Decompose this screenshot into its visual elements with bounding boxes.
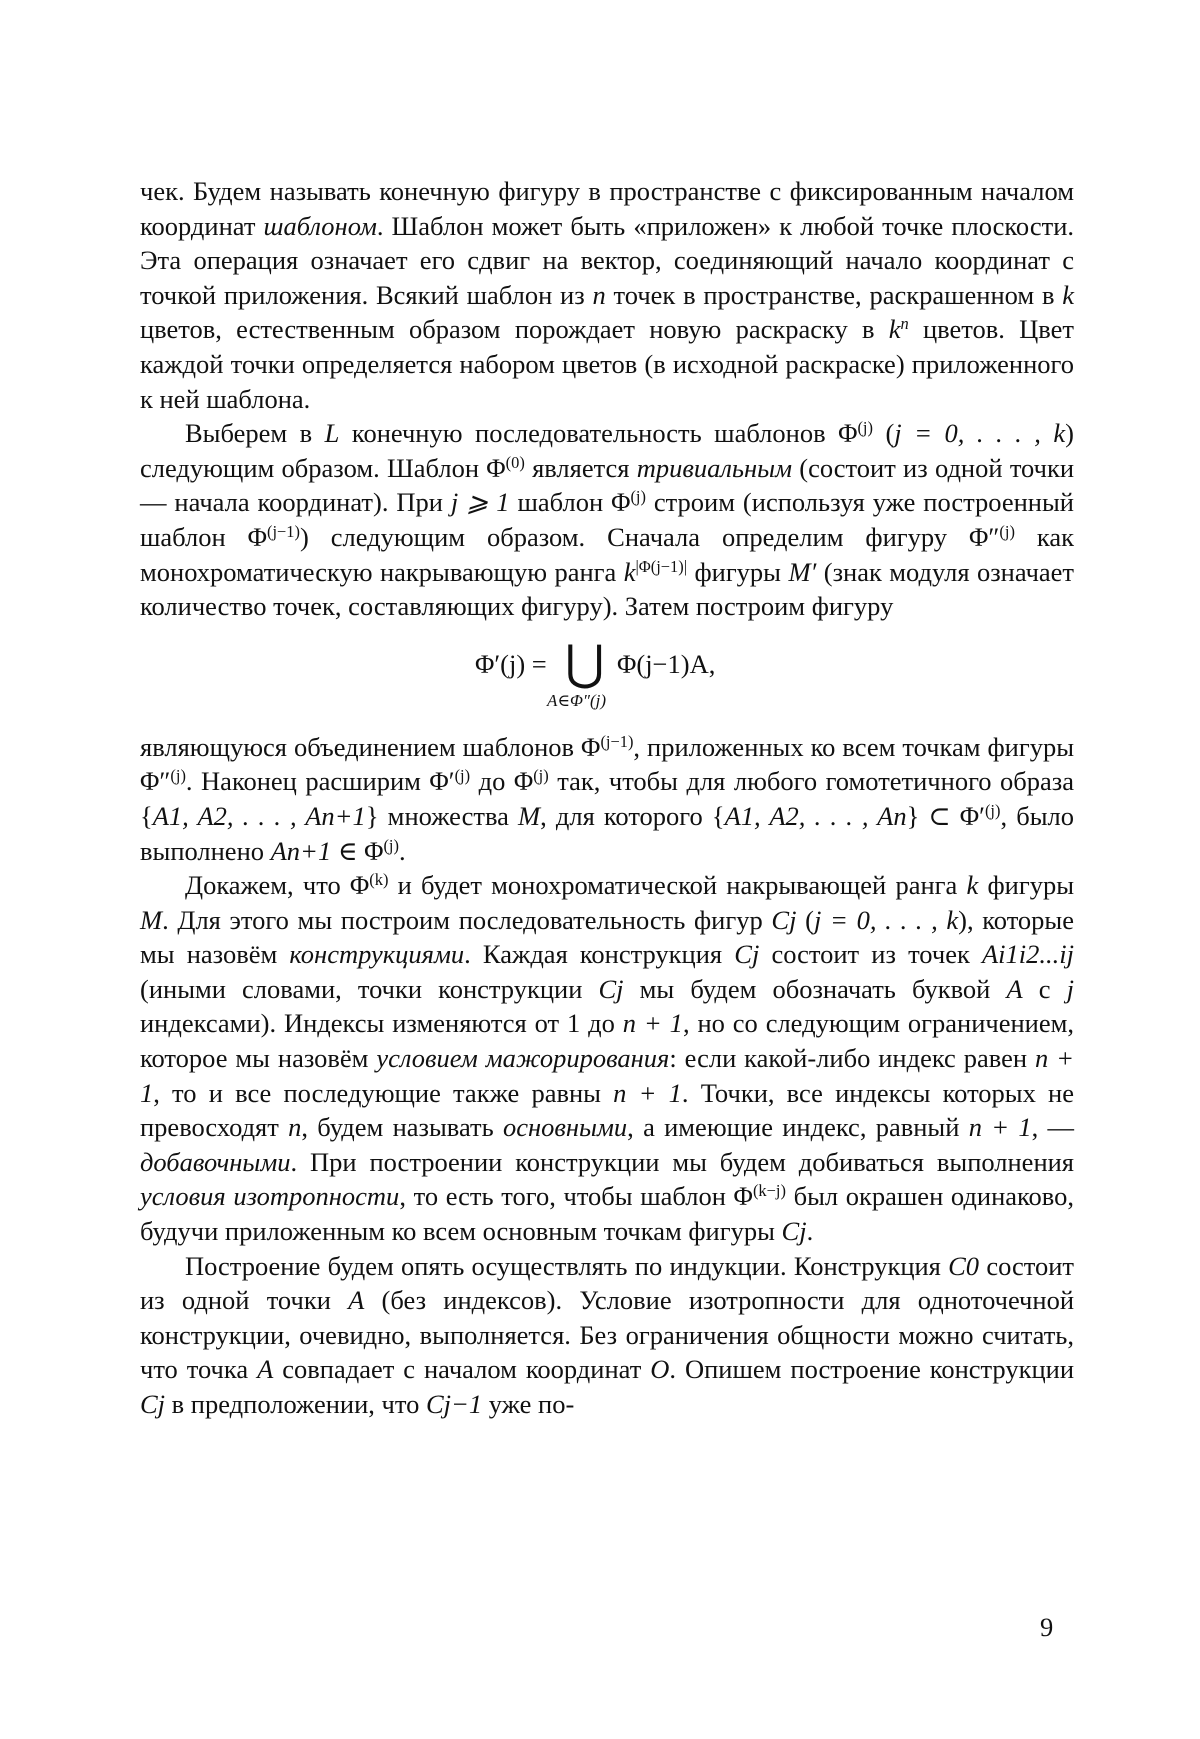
formula-lhs: Φ′(j) = [475,647,547,682]
paragraph-2: Выберем в L конечную последовательность шаблонов Φ(j) (j = 0, . . . , k) следующим образом. Шаблон Φ(0) является тривиальным (состоит из одной точки — начала координат). При j ⩾ 1 шаблон Φ(j) строим (используя уже построенный шаблон Φ(j−1)) следующим образом. Сначала определим фигуру Φ″(j) как монохроматическую накрывающую ранга k|Φ(j−1)| фигуры M′ (знак модуля означает количество точек, составляющих фигуру). Затем построим фигуру [140,416,1074,624]
paragraph-3: являющуюся объединением шаблонов Φ(j−1), приложенных ко всем точкам фигуры Φ″(j). Наконец расширим Φ′(j) до Φ(j) так, чтобы для любого гомотетичного образа {A1, A2, . . . , An+1} множества M, для которого {A1, A2, . . . , An} ⊂ Φ′(j), было выполнено An+1 ∈ Φ(j). [140,730,1074,868]
paragraph-1: чек. Будем называть конечную фигуру в пространстве с фиксированным началом координат шаблоном. Шаблон может быть «приложен» к любой точке плоскости. Эта операция означает его сдвиг на вектор, соединяющий начало координат с точкой приложения. Всякий шаблон из n точек в пространстве, раскрашенном в k цветов, естественным образом порождает новую раскраску в kn цветов. Цвет каждой точки определяется набором цветов (в исходной раскраске) приложенного к ней шаблона. [140,174,1074,416]
union-symbol: ⋃ [565,633,604,693]
paragraph-5: Построение будем опять осуществлять по индукции. Конструкция C0 состоит из одной точки A (без индексов). Условие изотропности для одноточечной конструкции, очевидно, выполняется. Без ограничения общности можно считать, что точка A совпадает с началом координат O. Опишем построение конструкции Cj в предположении, что Cj−1 уже по- [140,1249,1074,1422]
formula-rhs: Φ(j−1)A, [617,647,715,682]
main-text [140,174,1074,1422]
book-page [0,0,1200,1739]
display-formula [140,633,1074,720]
page-number: 9 [1040,1612,1053,1642]
formula-union-subscript: A∈Φ″(j) [547,691,606,711]
paragraph-4: Докажем, что Φ(k) и будет монохроматической накрывающей ранга k фигуры M. Для этого мы построим последовательность фигур Cj (j = 0, . . . , k), которые мы назовём конструкциями. Каждая конструкция Cj состоит из точек Ai1i2...ij (иными словами, точки конструкции Cj мы будем обозначать буквой A с j индексами). Индексы изменяются от 1 до n + 1, но со следующим ограничением, которое мы назовём условием мажорирования: если какой-либо индекс равен n + 1, то и все последующие также равны n + 1. Точки, все индексы которых не превосходят n, будем называть основными, а имеющие индекс, равный n + 1, — добавочными. При построении конструкции мы будем добиваться выполнения условия изотропности, то есть того, чтобы шаблон Φ(k−j) был окрашен одинаково, будучи приложенным ко всем основным точкам фигуры Cj. [140,868,1074,1249]
